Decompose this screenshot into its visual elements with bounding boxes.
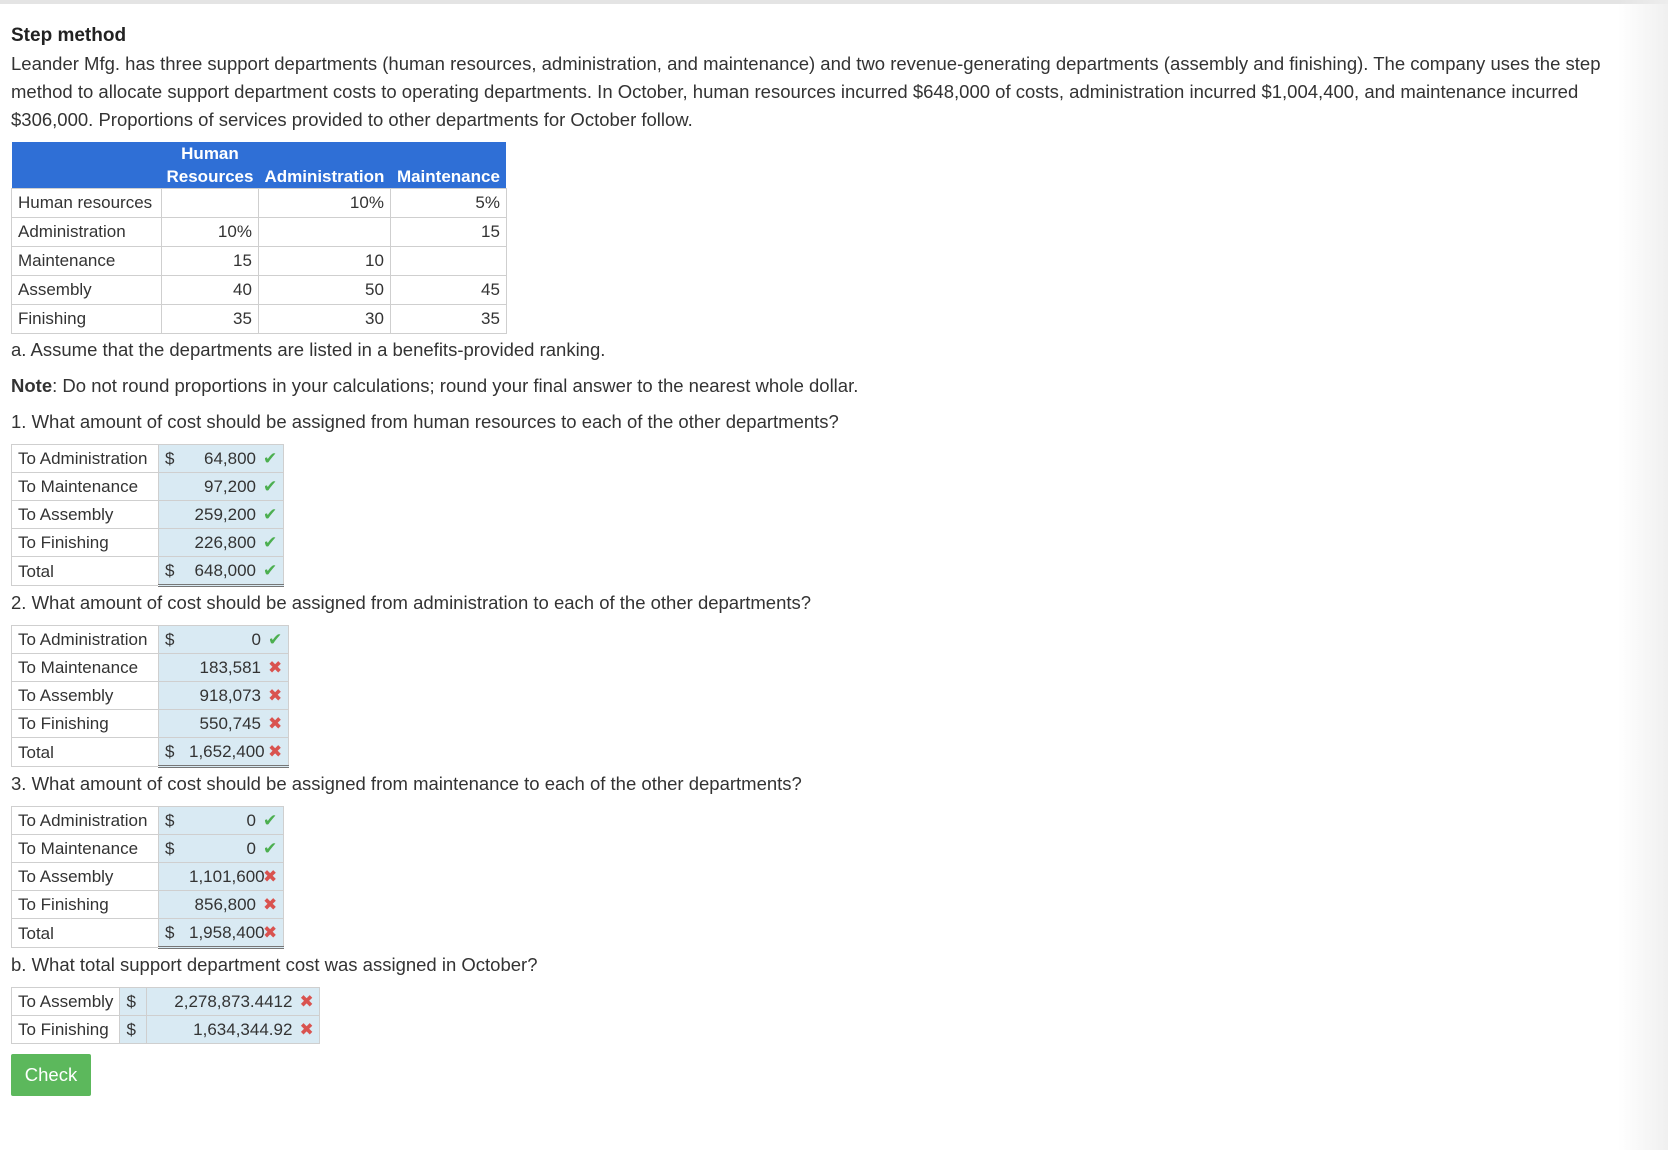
answer-input[interactable]	[159, 654, 289, 682]
table-row	[12, 305, 507, 334]
answer-row	[12, 445, 284, 473]
table-row	[12, 247, 507, 276]
answer-value: 550,745	[199, 714, 261, 733]
answer-label: To Administration	[12, 626, 159, 654]
answer-label: To Finishing	[12, 1016, 120, 1044]
question-content	[11, 22, 1661, 1096]
part-b-text: b. What total support department cost was assigned in October?	[11, 954, 538, 975]
answer-value: 1,101,600	[189, 867, 265, 886]
answer-input[interactable]	[159, 710, 289, 738]
answer-row	[12, 863, 284, 891]
answer-value: 1,652,400	[189, 742, 265, 761]
answer-input[interactable]	[159, 501, 284, 529]
header-human-resources: Human Resources	[162, 142, 259, 189]
question-1-text: 1. What amount of cost should be assigned from human resources to each of the other departments?	[11, 411, 839, 432]
answer-value: 0	[246, 839, 256, 858]
check-icon: ✔	[263, 449, 278, 468]
check-icon: ✔	[263, 477, 278, 496]
check-icon: ✔	[263, 811, 278, 830]
answer-label: Total	[12, 919, 159, 948]
check-icon: ✔	[263, 561, 278, 580]
answer-label: Total	[12, 738, 159, 767]
answer-row	[12, 682, 289, 710]
answer-value: 183,581	[199, 658, 261, 677]
header-administration: Administration	[258, 142, 390, 189]
part-b-answer-table	[11, 987, 320, 1044]
answer-row	[12, 473, 284, 501]
x-icon: ✖	[299, 1020, 314, 1039]
answer-label: To Administration	[12, 807, 159, 835]
check-icon: ✔	[268, 630, 283, 649]
cell-value: 35	[390, 305, 506, 334]
x-icon: ✖	[263, 895, 278, 914]
answer-label: To Finishing	[12, 710, 159, 738]
proportions-header-row	[12, 142, 507, 189]
question-2-answer-table	[11, 625, 289, 768]
answer-value: 648,000	[194, 561, 256, 580]
table-row	[12, 218, 507, 247]
problem-intro: Leander Mfg. has three support departments (human resources, administration, and maintenance) and two revenue-generating departments (assembly and finishing). The company uses the step method to allocate support department costs to operating departments. In October, human resources incurred $648,000 of costs, administration incurred $1,004,400, and maintenance incurred $306,000. Proportions of services provided to other departments for October follow.	[11, 53, 1601, 130]
answer-value: 918,073	[199, 686, 261, 705]
row-label: Maintenance	[12, 247, 162, 276]
answer-input[interactable]	[159, 682, 289, 710]
proportions-header-blank	[12, 142, 162, 189]
answer-label: To Assembly	[12, 682, 159, 710]
answer-input[interactable]	[159, 473, 284, 501]
answer-input[interactable]	[159, 863, 284, 891]
dollar-sign: $	[165, 811, 175, 830]
x-icon: ✖	[268, 714, 283, 733]
question-3-text: 3. What amount of cost should be assigned from maintenance to each of the other departments?	[11, 773, 802, 794]
answer-input[interactable]	[159, 445, 284, 473]
dollar-sign: $	[165, 449, 175, 468]
table-row	[12, 189, 507, 218]
answer-input[interactable]	[147, 988, 320, 1016]
cell-value: 50	[258, 276, 390, 305]
cell-value: 30	[258, 305, 390, 334]
cell-value	[258, 218, 390, 247]
answer-row	[12, 738, 289, 767]
part-a-text: a. Assume that the departments are listed in a benefits-provided ranking.	[11, 339, 606, 360]
answer-row	[12, 529, 284, 557]
answer-input[interactable]	[159, 738, 289, 767]
answer-label: To Assembly	[12, 501, 159, 529]
cell-value: 10	[258, 247, 390, 276]
answer-label: Total	[12, 557, 159, 586]
cell-value: 10%	[258, 189, 390, 218]
check-icon: ✔	[263, 839, 278, 858]
x-icon: ✖	[268, 742, 283, 761]
answer-row	[12, 891, 284, 919]
cell-value: 40	[162, 276, 259, 305]
answer-label: To Finishing	[12, 529, 159, 557]
table-row	[12, 276, 507, 305]
answer-value: 0	[251, 630, 261, 649]
answer-row	[12, 626, 289, 654]
dollar-sign: $	[165, 630, 175, 649]
cell-value	[162, 189, 259, 218]
answer-value: 64,800	[204, 449, 256, 468]
answer-label: To Assembly	[12, 863, 159, 891]
answer-label: To Maintenance	[12, 654, 159, 682]
answer-input[interactable]	[159, 919, 284, 948]
answer-value: 97,200	[204, 477, 256, 496]
x-icon: ✖	[263, 867, 278, 886]
row-label: Assembly	[12, 276, 162, 305]
dollar-sign: $	[120, 1016, 147, 1044]
answer-row	[12, 835, 284, 863]
dollar-sign: $	[165, 742, 175, 761]
answer-label: To Finishing	[12, 891, 159, 919]
answer-input[interactable]	[159, 626, 289, 654]
answer-value: 1,958,400	[189, 923, 265, 942]
check-icon: ✔	[263, 533, 278, 552]
answer-input[interactable]	[159, 835, 284, 863]
top-border	[0, 0, 1668, 4]
cell-value: 45	[390, 276, 506, 305]
answer-value: 2,278,873.4412	[174, 992, 293, 1011]
question-2-text: 2. What amount of cost should be assigned from administration to each of the other departments?	[11, 592, 812, 613]
answer-row	[12, 988, 320, 1016]
answer-value: 0	[246, 811, 256, 830]
answer-input[interactable]	[147, 1016, 320, 1044]
answer-label: To Assembly	[12, 988, 120, 1016]
note-text: : Do not round proportions in your calculations; round your final answer to the nearest whole dollar.	[52, 375, 859, 396]
row-label: Human resources	[12, 189, 162, 218]
question-1-answer-table	[11, 444, 284, 587]
answer-input[interactable]	[159, 557, 284, 586]
proportions-table	[11, 142, 507, 334]
check-icon: ✔	[263, 505, 278, 524]
cell-value: 5%	[390, 189, 506, 218]
answer-row	[12, 807, 284, 835]
answer-label: To Administration	[12, 445, 159, 473]
answer-value: 1,634,344.92	[193, 1020, 293, 1039]
answer-input[interactable]	[159, 807, 284, 835]
dollar-sign: $	[165, 839, 175, 858]
cell-value: 15	[162, 247, 259, 276]
answer-value: 259,200	[194, 505, 256, 524]
note	[11, 372, 1661, 400]
row-label: Finishing	[12, 305, 162, 334]
x-icon: ✖	[299, 992, 314, 1011]
header-maintenance: Maintenance	[390, 142, 506, 189]
answer-row	[12, 710, 289, 738]
x-icon: ✖	[263, 923, 278, 942]
problem-title: Step method	[11, 25, 127, 46]
cell-value: 15	[390, 218, 506, 247]
answer-row	[12, 557, 284, 586]
cell-value	[390, 247, 506, 276]
check-button[interactable]: Check	[11, 1054, 91, 1096]
dollar-sign: $	[165, 561, 175, 580]
answer-value: 226,800	[194, 533, 256, 552]
note-label: Note	[11, 375, 53, 396]
x-icon: ✖	[268, 686, 283, 705]
question-3-answer-table	[11, 806, 284, 949]
answer-row	[12, 654, 289, 682]
answer-label: To Maintenance	[12, 473, 159, 501]
answer-row	[12, 919, 284, 948]
answer-input[interactable]	[159, 891, 284, 919]
answer-input[interactable]	[159, 529, 284, 557]
answer-value: 856,800	[194, 895, 256, 914]
cell-value: 35	[162, 305, 259, 334]
answer-label: To Maintenance	[12, 835, 159, 863]
answer-row	[12, 1016, 320, 1044]
cell-value: 10%	[162, 218, 259, 247]
answer-row	[12, 501, 284, 529]
dollar-sign: $	[165, 923, 175, 942]
x-icon: ✖	[268, 658, 283, 677]
row-label: Administration	[12, 218, 162, 247]
dollar-sign: $	[120, 988, 147, 1016]
